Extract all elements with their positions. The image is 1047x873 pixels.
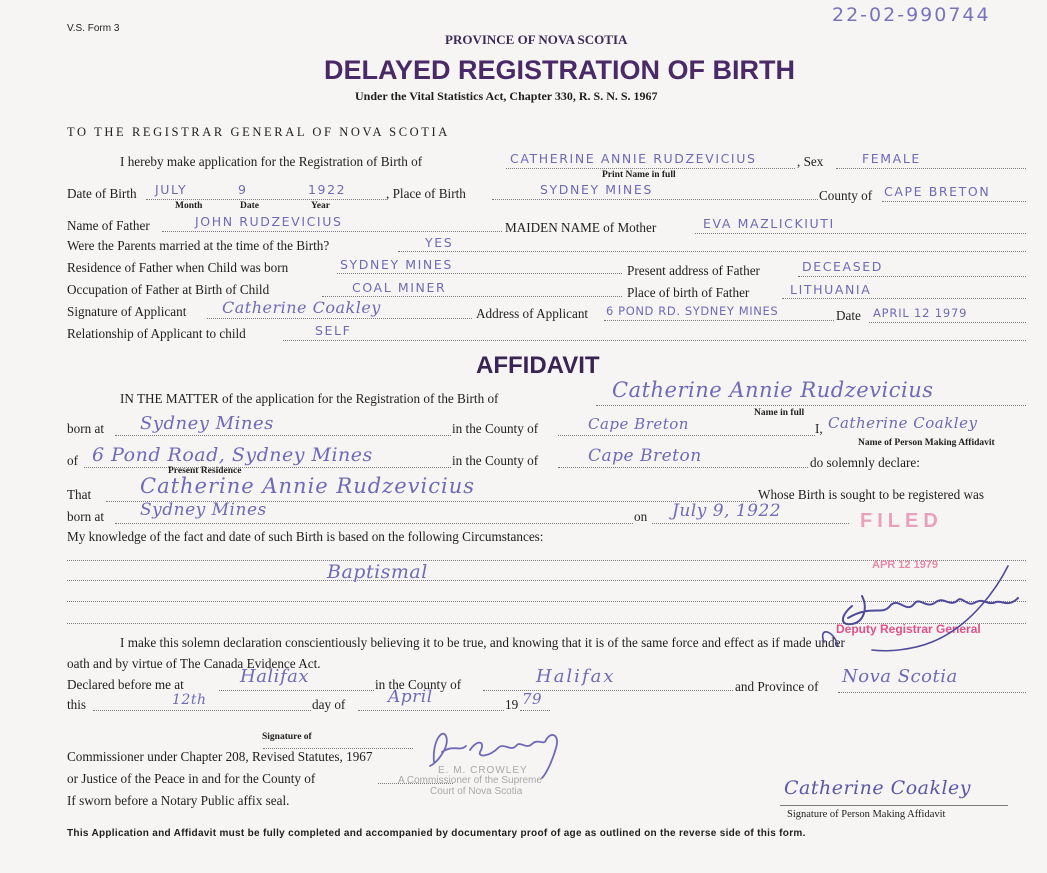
form-number: V.S. Form 3 [67, 23, 120, 34]
month-label: Month [175, 201, 203, 211]
filed-stamp: FILED [860, 510, 943, 532]
year-value: 79 [522, 690, 543, 708]
declared-value: Halifax [240, 666, 309, 687]
mother-label: MAIDEN NAME of Mother [505, 220, 657, 235]
child-name-value: CATHERINE ANNIE RUDZEVICIUS [510, 151, 757, 166]
province-label: and Province of [735, 679, 819, 694]
father-birthplace-value: LITHUANIA [790, 282, 872, 297]
occupation-label: Occupation of Father at Birth of Child [67, 282, 270, 297]
date-field-label: Date [836, 308, 861, 323]
dob-month-value: JULY [155, 182, 188, 197]
residence-value: 6 Pond Road, Sydney Mines [92, 444, 373, 466]
in-county2-label: in the County of [452, 453, 539, 468]
of-label: of [67, 453, 78, 468]
declaration-line-2: oath and by virtue of The Canada Evidence Act. [67, 656, 321, 671]
handwritten-file-number: 22-02-990744 [832, 4, 991, 26]
filed-date-stamp: APR 12 1979 [872, 559, 939, 571]
relationship-label: Relationship of Applicant to child [67, 326, 246, 341]
residence-value: SYDNEY MINES [340, 257, 453, 272]
this-label: this [67, 697, 87, 712]
day-of-label: day of [312, 697, 346, 712]
relationship-value: SELF [315, 323, 352, 338]
born-at-label: born at [67, 421, 104, 436]
signature-of-label: Signature of [262, 732, 312, 742]
sex-label: , Sex [797, 154, 824, 169]
signature-label: Signature of Applicant [67, 304, 187, 319]
county-value: Cape Breton [588, 415, 689, 433]
occupation-value: COAL MINER [352, 280, 447, 295]
born-at-value: Sydney Mines [140, 413, 274, 434]
place-label: , Place of Birth [386, 186, 466, 201]
commissioner-stamp-title-2: Court of Nova Scotia [430, 786, 523, 797]
footer-note: This Application and Affidavit must be fully completed and accompanied by documentary proof of age as outlined on the reverse side of this form. [67, 828, 806, 839]
justice-label: or Justice of the Peace in and for the County of [67, 771, 316, 786]
deputy-registrar-stamp: Deputy Registrar General [836, 622, 981, 636]
declare-label: do solemnly declare: [810, 455, 920, 470]
on-value: July 9, 1922 [672, 501, 782, 521]
in-county-label: in the County of [452, 421, 539, 436]
dob-label: Date of Birth [67, 186, 137, 201]
person-name-label: Name of Person Making Affidavit [858, 438, 995, 448]
born-at2-label: born at [67, 509, 104, 524]
on-label: on [634, 509, 648, 524]
applicant-address-label: Address of Applicant [476, 306, 589, 321]
day-value: 12th [172, 692, 207, 708]
circumstance-value: Baptismal [327, 561, 428, 583]
mother-value: EVA MAZLICKIUTI [703, 216, 835, 231]
registrar-signature [812, 556, 1037, 656]
county-value: CAPE BRETON [884, 184, 991, 199]
declaration-line-1: I make this solemn declaration conscientiously believing it to be true, and knowing that it is of the same force and effect as if made under [120, 635, 845, 650]
applicant-signature: Catherine Coakley [222, 298, 381, 317]
declared-label: Declared before me at [67, 677, 184, 692]
place-value: SYDNEY MINES [540, 182, 653, 197]
knowledge-label: My knowledge of the fact and date of such Birth is based on the following Circumstances: [67, 529, 544, 544]
affidavit-heading: AFFIDAVIT [476, 352, 600, 379]
print-name-label: Print Name in full [602, 170, 676, 180]
county3-label: in the County of [375, 677, 462, 692]
residence-label: Residence of Father when Child was born [67, 260, 289, 275]
notary-label: If sworn before a Notary Public affix seal. [67, 793, 290, 808]
month-value: April [388, 687, 433, 707]
year-prefix: 19 [505, 697, 519, 712]
affidavit-child-name: Catherine Annie Rudzevicius [612, 378, 934, 402]
born-at2-value: Sydney Mines [140, 500, 267, 520]
page-title: DELAYED REGISTRATION OF BIRTH [324, 55, 796, 85]
commissioner-stamp-name: E. M. CROWLEY [438, 765, 528, 776]
person-signature-label: Signature of Person Making Affidavit [787, 809, 946, 820]
dob-year-value: 1922 [308, 182, 347, 197]
sex-value: FEMALE [862, 151, 921, 166]
married-value: YES [425, 235, 454, 250]
father-birthplace-label: Place of birth of Father [627, 285, 750, 300]
year-label: Year [311, 201, 330, 211]
i-label: I, [815, 421, 823, 436]
present-address-label: Present address of Father [627, 263, 760, 278]
commissioner-signature [420, 722, 580, 782]
whose-label: Whose Birth is sought to be registered was [758, 487, 984, 502]
matter-text: IN THE MATTER of the application for the Registration of the Birth of [120, 391, 499, 406]
county2-value: Cape Breton [588, 446, 702, 466]
present-address-value: DECEASED [802, 259, 883, 274]
married-label: Were the Parents married at the time of the Birth? [67, 238, 330, 253]
county3-value: Halifax [536, 666, 616, 687]
applicant-address-value: 6 POND RD. SYDNEY MINES [606, 304, 779, 318]
dob-day-value: 9 [238, 182, 248, 197]
residence-label: Present Residence [168, 466, 242, 476]
that-value: Catherine Annie Rudzevicius [140, 474, 476, 498]
province-heading: PROVINCE OF NOVA SCOTIA [445, 32, 628, 47]
commissioner-stamp-title-1: A Commissioner of the Supreme [398, 775, 542, 786]
father-label: Name of Father [67, 218, 150, 233]
date-label: Date [240, 201, 259, 211]
commissioner-label: Commissioner under Chapter 208, Revised Statutes, 1967 [67, 749, 373, 764]
addressee: TO THE REGISTRAR GENERAL OF NOVA SCOTIA [67, 125, 450, 139]
that-label: That [67, 487, 92, 502]
father-value: JOHN RUDZEVICIUS [195, 214, 343, 229]
name-in-full-label: Name in full [754, 408, 805, 418]
affiant-signature: Catherine Coakley [784, 777, 972, 799]
person-name-value: Catherine Coakley [828, 414, 978, 432]
date-value: APRIL 12 1979 [873, 306, 968, 320]
subtitle: Under the Vital Statistics Act, Chapter 330, R. S. N. S. 1967 [355, 89, 658, 103]
county-label: County of [819, 188, 873, 203]
intro-text: I hereby make application for the Registration of Birth of [120, 154, 423, 169]
province-value: Nova Scotia [842, 666, 958, 687]
